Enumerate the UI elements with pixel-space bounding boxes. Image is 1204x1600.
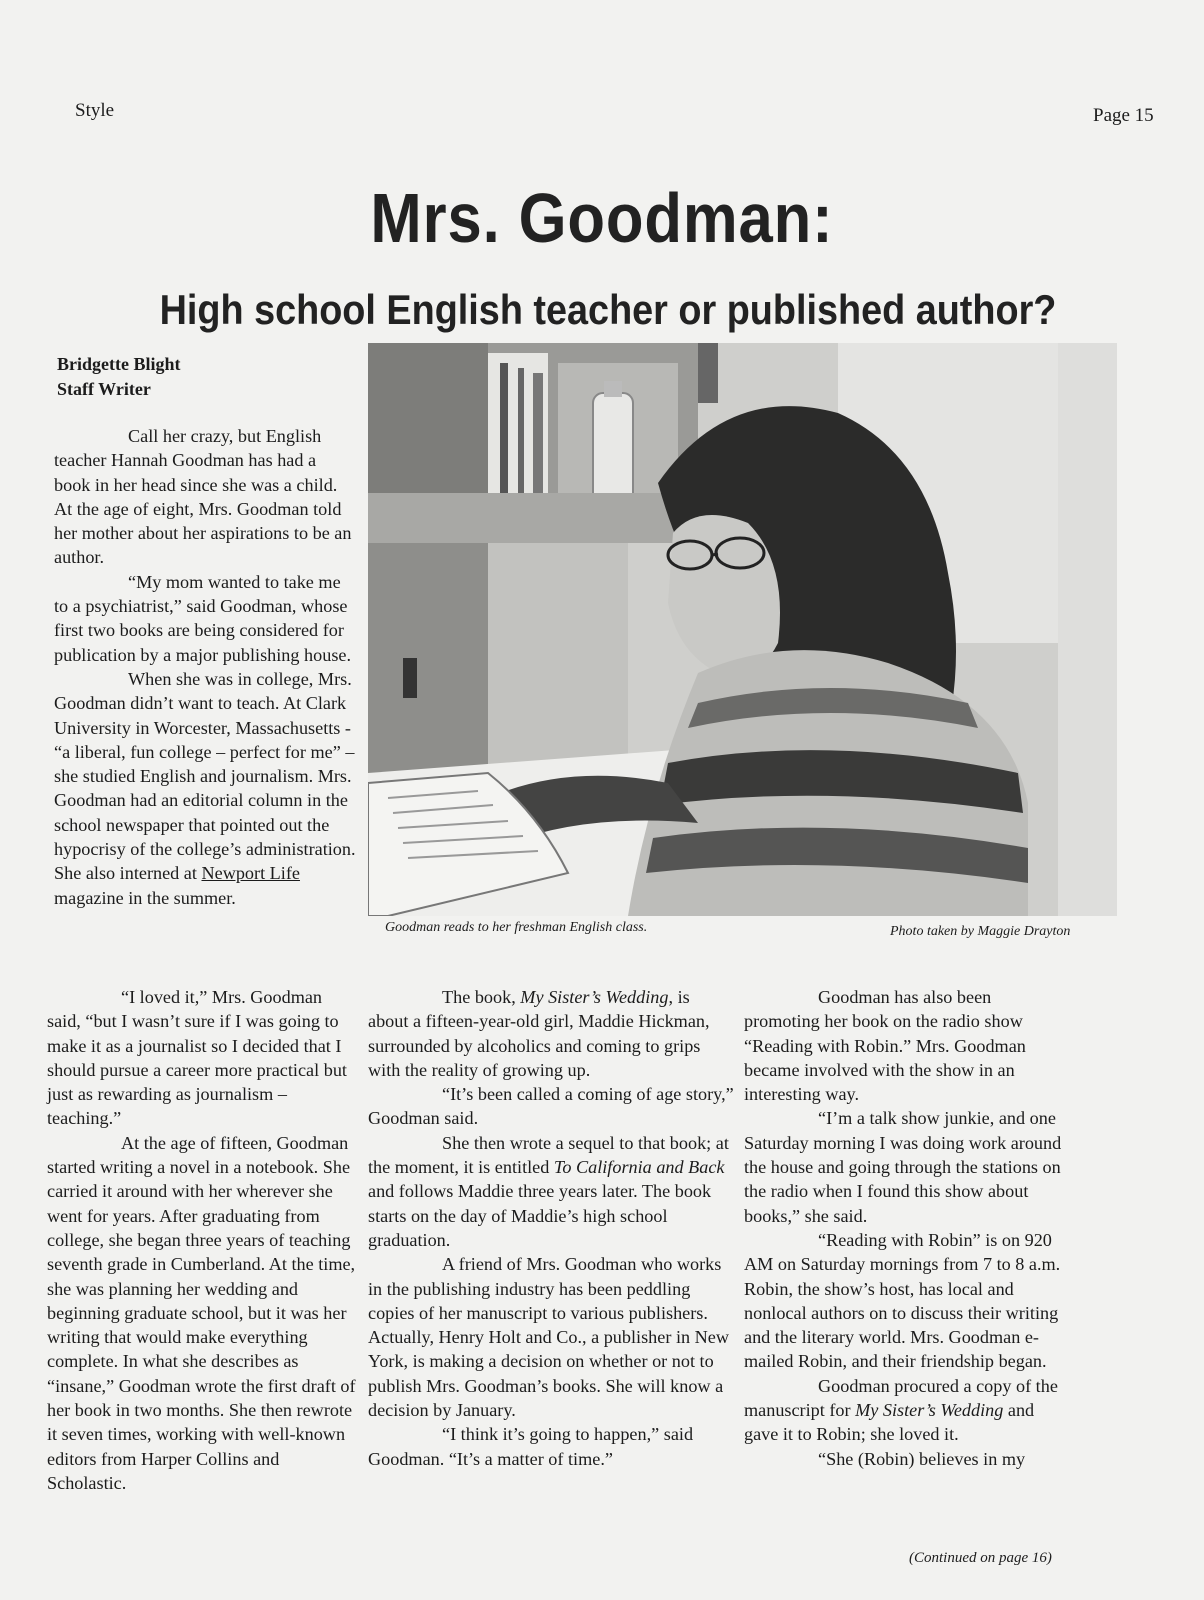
paragraph (368, 985, 734, 1082)
paragraph (368, 1131, 734, 1252)
author-name: Bridgette Blight (57, 354, 181, 374)
magazine-name: Newport Life (201, 863, 300, 884)
paragraph-text: magazine in the summer. (54, 887, 236, 908)
subheadline: High school English teacher or published author? (159, 286, 1057, 333)
paragraph: A friend of Mrs. Goodman who works in the publishing industry has been peddling copies of her manuscript to various publishers. Actually, Henry Holt and Co., a publisher in New York, is making a decision on whether or not to publish Mrs. Goodman’s books. She will know a decision by January. (368, 1254, 729, 1421)
byline (57, 352, 181, 402)
paragraph: “I’m a talk show junkie, and one Saturday morning I was doing work around the house and going through the stations on the radio when I found this show about books,” she said. (744, 1108, 1062, 1226)
headline: Mrs. Goodman: (370, 179, 834, 257)
paragraph: “I loved it,” Mrs. Goodman said, “but I wasn’t sure if I was going to make it as a journalist so I decided that I should pursue a career more practical but just as rewarding as journalism – teaching.” (47, 987, 347, 1129)
paragraph-text: Goodman procured a copy of the manuscript for (744, 1375, 1058, 1421)
book-title: My Sister’s Wedding (855, 1400, 1004, 1421)
paragraph-text: , is about a fifteen-year-old girl, Maddie Hickman, surrounded by alcoholics and coming to grips with the reality of growing up. (368, 987, 710, 1080)
page-number: Page 15 (1093, 105, 1154, 126)
paragraph: “Reading with Robin” is on 920 AM on Saturday mornings from 7 to 8 a.m. Robin, the show’s host, has local and nonlocal authors on to discuss their writing and the literary world. Mrs. Goodman e-mailed Robin, and their friendship began. (744, 1229, 1061, 1372)
continued-note: (Continued on page 16) (909, 1550, 1052, 1566)
book-title: To California and Back (553, 1157, 725, 1178)
column-3 (368, 985, 734, 1471)
paragraph: “My mom wanted to take me to a psychiatrist,” said Goodman, whose first two books are being considered for publication by a major publishing house. (54, 571, 352, 665)
photo-caption: Goodman reads to her freshman English class. (385, 920, 648, 935)
column-2 (47, 985, 360, 1495)
paragraph-text: When she was in college, Mrs. Goodman didn’t want to teach. At Clark University in Worcester, Massachusetts - “a liberal, fun college – perfect for me” – she studied English and journalism. Mrs. Goodman had an editorial column in the school newspaper that pointed out the hypocrisy of the college’s administration. She also interned at (54, 668, 356, 884)
paragraph-text: She then wrote a sequel to that book; at the moment, it is entitled (368, 1132, 729, 1178)
paragraph (54, 667, 356, 910)
paragraph: “She (Robin) believes in my (818, 1448, 1026, 1469)
section-label: Style (75, 100, 115, 121)
book-title: My Sister’s Wedding (520, 987, 669, 1007)
paragraph-text: The book, (442, 987, 521, 1007)
paragraph-text: and follows Maddie three years later. The book starts on the day of Maddie’s high school graduation. (368, 1181, 712, 1250)
paragraph (744, 1374, 1068, 1447)
column-4 (744, 985, 1068, 1471)
teacher-reading-illustration (368, 343, 1117, 916)
article-photo (368, 343, 1117, 916)
paragraph: “It’s been called a coming of age story,” Goodman said. (368, 1084, 734, 1129)
paragraph: Call her crazy, but English teacher Hannah Goodman has had a book in her head since she was a child. At the age of eight, Mrs. Goodman told her mother about her aspirations to be an author. (54, 426, 352, 568)
paragraph: Goodman has also been promoting her book on the radio show “Reading with Robin.” Mrs. Goodman became involved with the show in an interesting way. (744, 987, 1026, 1105)
photo-credit: Photo taken by Maggie Drayton (890, 924, 1071, 939)
paragraph-text: and gave it to Robin; she loved it. (744, 1400, 1035, 1445)
author-role: Staff Writer (57, 379, 151, 399)
paragraph: “I think it’s going to happen,” said Goodman. “It’s a matter of time.” (368, 1424, 694, 1469)
paragraph: At the age of fifteen, Goodman started writing a novel in a notebook. She carried it around with her wherever she went for years. After graduating from college, she began three years of teaching seventh grade in Cumberland. At the time, she was planning her wedding and beginning graduate school, but it was her writing that would make everything complete. In what she describes as “insane,” Goodman wrote the first draft of her book in two months. She then rewrote it seven times, working with well-known editors from Harper Collins and Scholastic. (47, 1132, 356, 1493)
column-1 (54, 424, 356, 910)
